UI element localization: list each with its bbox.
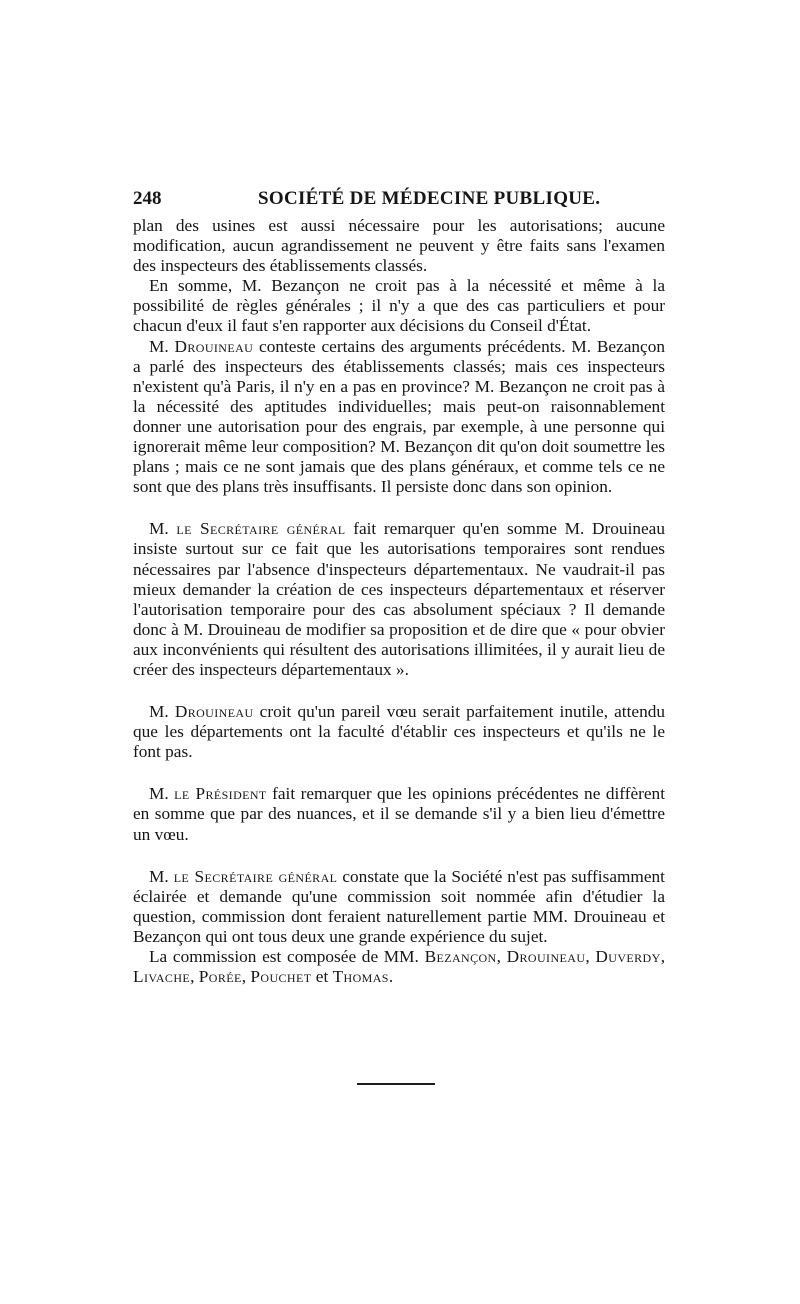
paragraph-drouineau-vow: [133, 702, 665, 762]
paragraph-drouineau-reply: [133, 337, 665, 498]
paragraph-continuation: [133, 216, 665, 276]
running-head: [133, 187, 665, 211]
paragraph-text: fait remarquer que les opinions précédentes ne diffèrent en somme que par des nuances, et il se demande s'il y a bien lieu d'émettre un vœu.: [133, 784, 665, 844]
paragraph-text: .: [388, 967, 394, 987]
separator: ,: [496, 947, 507, 966]
paragraph-secretary-commission: [133, 867, 665, 947]
member-name: Bezançon: [424, 947, 497, 966]
separator: ,: [585, 947, 596, 966]
paragraph-text: La commission est composée de MM.: [149, 947, 425, 966]
speaker-prefix: M.: [149, 866, 174, 886]
closing-rule: [357, 1083, 435, 1085]
paragraph-text: En somme, M. Bezançon ne croit pas à la nécessité et même à la possibilité de règles générales ; il n'y a que des cas particuliers et pour chacun d'eux il faut s'en rapporter aux décisions du Conseil d'État.: [133, 276, 665, 336]
speaker-name: Drouineau: [174, 702, 254, 722]
paragraph-text: conteste certains des arguments précédents. M. Bezançon a parlé des inspecteurs des établissements classés; mais ces inspecteurs n'existent qu'à Paris, il n'y en a pas en province? M. Bezançon ne croit pas à la nécessité des aptitudes individuelles; mais peut-on raisonnablement donner une autorisation pour des engrais, par exemple, à une personne qui ignorerait même leur composition? M. Bezançon dit qu'on doit soumettre les plans ; mais ce ne sont jamais que des plans généraux, et comme tels ce ne sont que des plans très insuffisants. Il persiste donc dans son opinion.: [133, 336, 665, 497]
speaker-name: le Président: [174, 784, 267, 804]
paragraph-president-remark: [133, 784, 665, 844]
separator: ,: [241, 967, 251, 987]
member-name: Livache: [133, 967, 191, 987]
member-name: Drouineau: [506, 947, 586, 966]
speaker-prefix: M.: [149, 519, 177, 539]
member-name: Pouchet: [250, 967, 312, 987]
separator: ,: [190, 967, 199, 987]
speaker-name: le Secrétaire général: [173, 866, 338, 886]
speaker-name: le Secrétaire général: [176, 519, 346, 539]
speaker-prefix: M.: [149, 702, 175, 722]
paragraph-text: constate que la Société n'est pas suffisamment éclairée et demande qu'une commission soit nommée afin d'étudier la question, commission dont feraient naturellement partie MM. Drouineau et Bezançon qui ont tous deux une grande expérience du sujet.: [133, 866, 665, 946]
paragraph-commission-members: [133, 947, 665, 987]
running-title: SOCIÉTÉ DE MÉDECINE PUBLIQUE.: [258, 188, 601, 209]
paragraph-text: fait remarquer qu'en somme M. Drouineau insiste surtout sur ce fait que les autorisations temporaires sont rendues nécessaires par l'absence d'inspecteurs départementaux. Ne vaudrait-il pas mieux demander la création de ces inspecteurs départementaux et réserver l'autorisation temporaire pour des cas absolument spéciaux ? Il demande donc à M. Drouineau de modifier sa proposition et de dire que « pour obvier aux inconvénients qui résultent des autorisations illimitées, il y aurait lieu de créer des inspecteurs départementaux ».: [133, 519, 665, 679]
paragraph-text: plan des usines est aussi nécessaire pour les autorisations; aucune modification, aucun agrandissement ne peuvent y être faits sans l'examen des inspecteurs des établissements classés.: [133, 216, 665, 276]
page-number: 248: [133, 188, 162, 209]
speaker-prefix: M.: [149, 336, 175, 356]
separator: ,: [660, 947, 666, 966]
member-name: Thomas: [332, 967, 389, 987]
paragraph-secretary-remark: [133, 519, 665, 680]
paragraph-bezancon-summary: [133, 276, 665, 336]
member-name: Porée: [198, 967, 242, 987]
body-text: [133, 216, 665, 987]
separator: et: [311, 967, 333, 987]
paragraph-text: croit qu'un pareil vœu serait parfaitement inutile, attendu que les départements ont la faculté d'établir ces inspecteurs et qu'ils ne le font pas.: [133, 702, 665, 762]
speaker-prefix: M.: [149, 784, 175, 804]
member-name: Duverdy: [595, 947, 661, 966]
speaker-name: Drouineau: [174, 336, 254, 356]
